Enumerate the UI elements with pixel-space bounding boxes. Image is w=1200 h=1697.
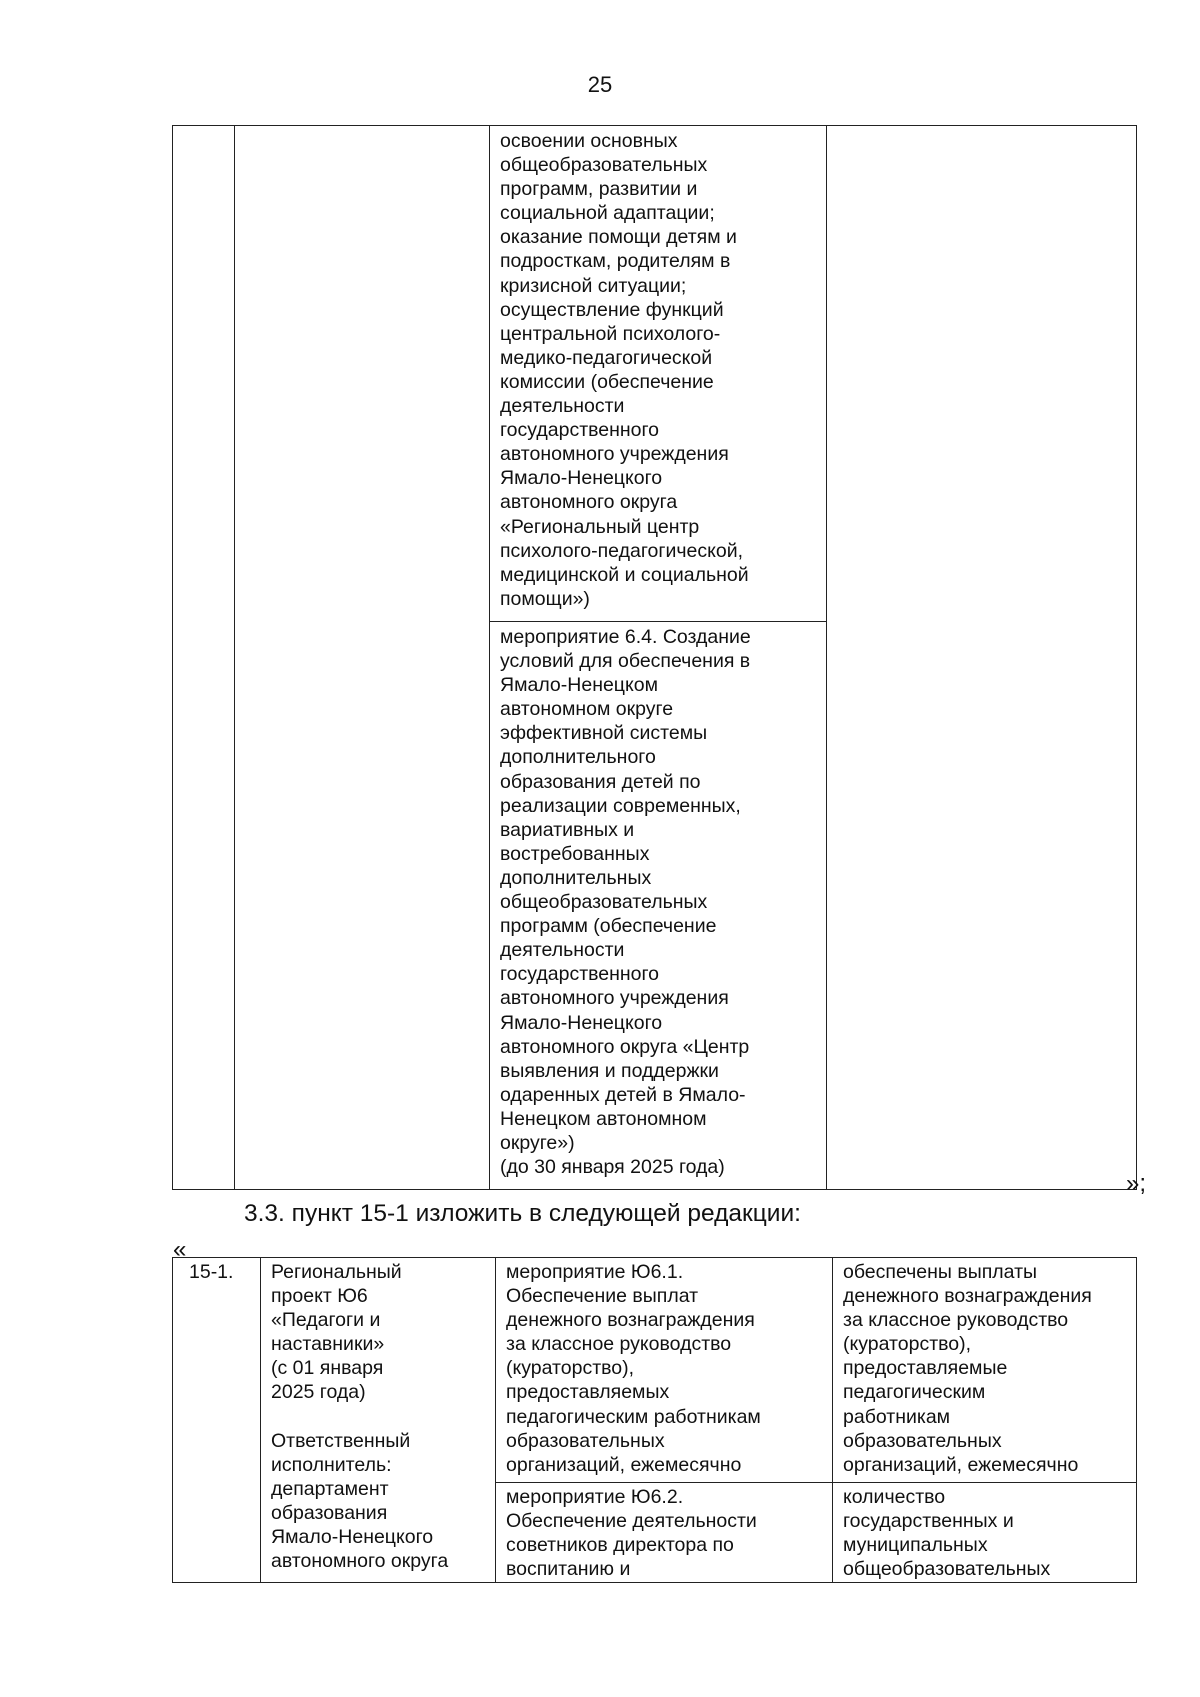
measure-cell xyxy=(496,1483,833,1583)
page-number: 25 xyxy=(587,72,613,97)
number-cell xyxy=(173,126,235,1190)
measure-text: мероприятие Ю6.2. Обеспечение деятельности советников директора по воспитанию и xyxy=(506,1486,757,1581)
measure-cell xyxy=(496,1258,833,1483)
amendment-paragraph: 3.3. пункт 15-1 изложить в следующей редакции: xyxy=(244,1200,801,1227)
project-cell xyxy=(261,1258,496,1583)
project-text: Региональный проект Ю6 «Педагоги и наставники» (с 01 января 2025 года) Ответственный исполнитель: департамент образования Ямало-Ненецкого автономного округа xyxy=(271,1261,449,1573)
result-cell xyxy=(833,1258,1137,1483)
continued-measures-table xyxy=(172,125,1137,1190)
result-cell xyxy=(827,126,1137,1190)
result-cell xyxy=(833,1483,1137,1583)
item-15-1-table xyxy=(172,1257,1137,1583)
measure-cell xyxy=(490,622,827,1190)
result-text: количество государственных и муниципальных общеобразовательных xyxy=(843,1486,1051,1581)
measure-cell xyxy=(490,126,827,622)
item-number: 15-1. xyxy=(189,1261,234,1283)
opening-quote: « xyxy=(173,1236,187,1263)
measure-text: мероприятие 6.4. Создание условий для обеспечения в Ямало-Ненецком автономном округе эффективной системы дополнительного образования детей по реализации современных, вариативных и востребованных дополнительных общеобразовательных программ (обеспечение деятельности государственного автономного учреждения Ямало-Ненецкого автономного округа «Центр выявления и поддержки одаренных детей в Ямало- Ненецком автономном округе») (до 30 января 2025 года) xyxy=(500,626,751,1179)
table-row xyxy=(173,126,1137,622)
result-text: обеспечены выплаты денежного вознаграждения за классное руководство (кураторство), предоставляемые педагогическим работникам образовательных организаций, ежемесячно xyxy=(843,1261,1092,1476)
closing-quote: »; xyxy=(1126,1170,1147,1197)
number-cell xyxy=(173,1258,261,1583)
measure-text: мероприятие Ю6.1. Обеспечение выплат денежного вознаграждения за классное руководство (кураторство), предоставляемых педагогическим работникам образовательных организаций, ежемесячно xyxy=(506,1261,761,1476)
table-row xyxy=(173,1258,1137,1483)
measure-text: освоении основных общеобразовательных программ, развитии и социальной адаптации; оказание помощи детям и подросткам, родителям в кризисной ситуации; осуществление функций центральной психолого- медико-педагогической комиссии (обеспечение деятельности государственного автономного учреждения Ямало-Ненецкого автономного округа «Региональный центр психолого-педагогической, медицинской и социальной помощи») xyxy=(500,130,749,610)
project-cell xyxy=(235,126,490,1190)
